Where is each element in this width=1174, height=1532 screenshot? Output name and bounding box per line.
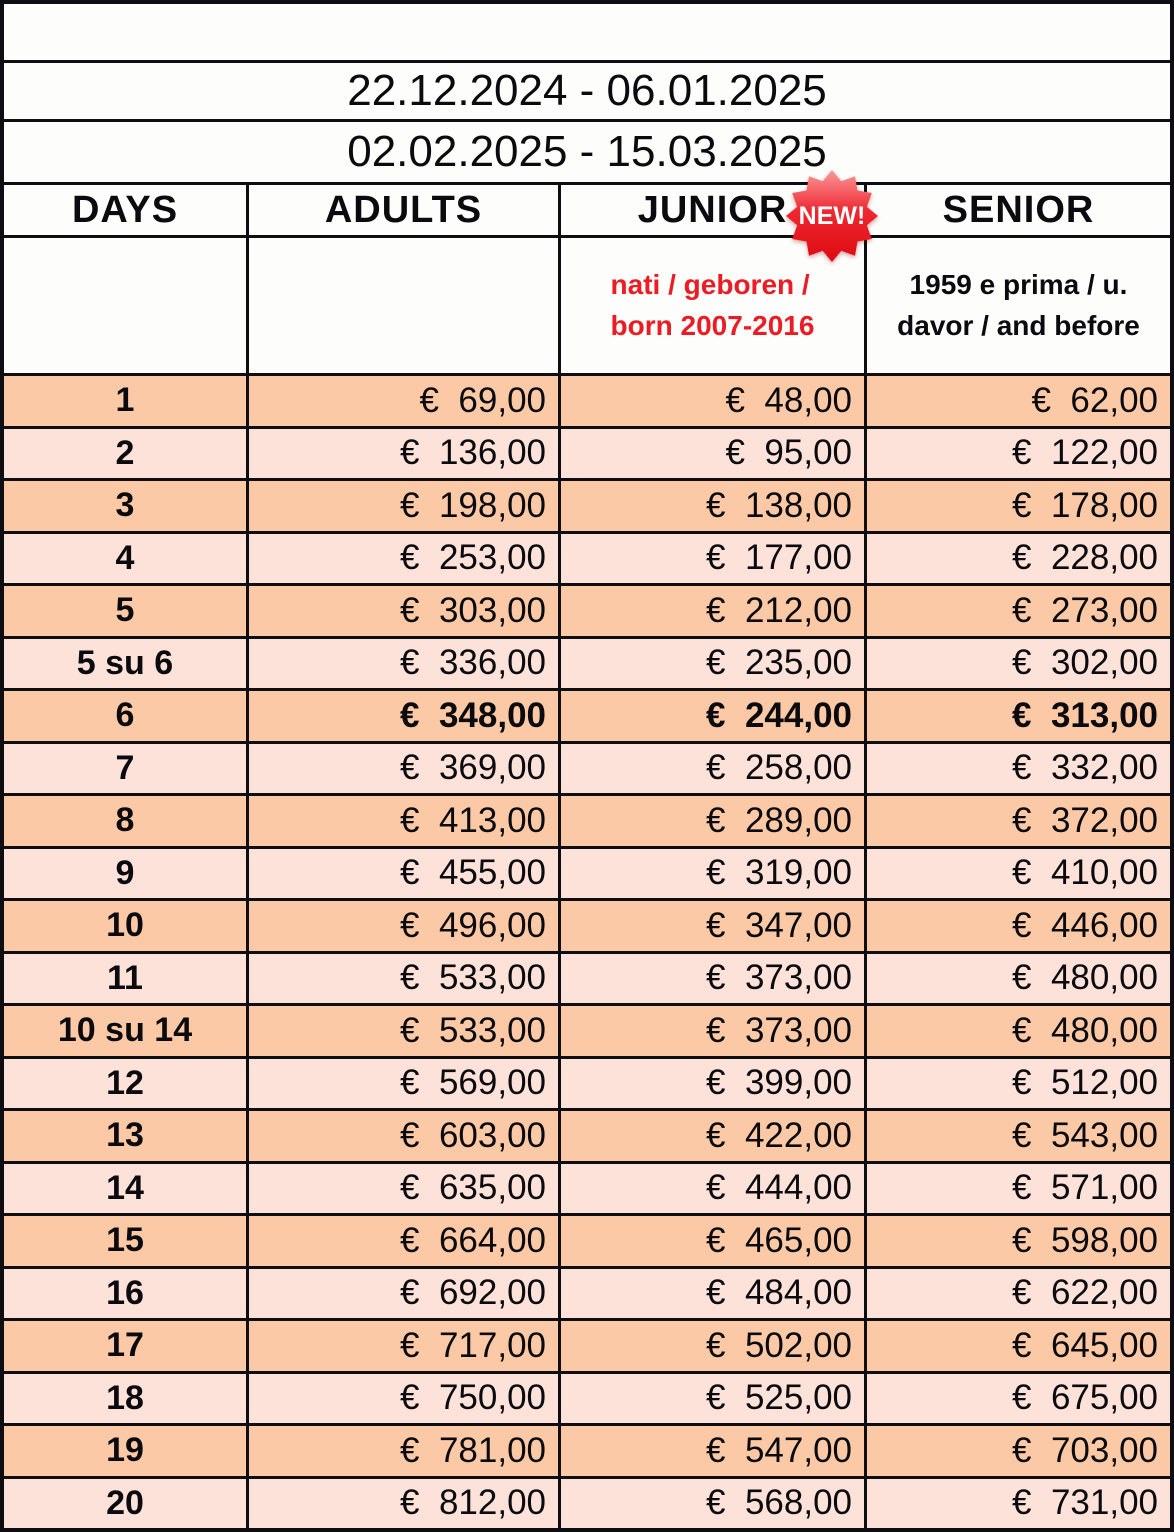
season-period-2: 02.02.2025 - 15.03.2025 [347, 127, 827, 176]
junior-price-cell: € 373,00 [561, 1006, 867, 1056]
adults-price-cell: € 253,00 [249, 534, 561, 584]
table-row [4, 429, 1170, 482]
column-header-adults: ADULTS [249, 185, 561, 235]
table-row [4, 1164, 1170, 1217]
table-row [4, 1479, 1170, 1529]
senior-price-cell: € 178,00 [1012, 485, 1158, 525]
days-cell: 14 [4, 1164, 249, 1214]
table-row [4, 586, 1170, 639]
days-cell: 5 [4, 586, 249, 636]
days-cell: 6 [4, 691, 249, 741]
adults-price-cell: € 635,00 [249, 1164, 561, 1214]
table-row [4, 1269, 1170, 1322]
table-row [4, 1321, 1170, 1374]
senior-price-cell: € 410,00 [1012, 853, 1158, 893]
days-cell: 11 [4, 954, 249, 1004]
subheader-row [4, 238, 1170, 376]
senior-price-cell: € 703,00 [1012, 1430, 1158, 1470]
days-cell: 3 [4, 481, 249, 531]
column-header-senior: SENIOR [942, 188, 1095, 231]
senior-price-cell: € 372,00 [1012, 800, 1158, 840]
days-cell: 12 [4, 1059, 249, 1109]
senior-price-cell: € 480,00 [1012, 958, 1158, 998]
subheader-adults-empty [249, 238, 561, 373]
column-header-days: DAYS [4, 185, 249, 235]
junior-price-cell: € 319,00 [561, 849, 867, 899]
senior-price-cell: € 480,00 [1012, 1010, 1158, 1050]
adults-price-cell: € 664,00 [249, 1216, 561, 1266]
senior-price-cell: € 122,00 [1012, 433, 1158, 473]
column-header-row [4, 185, 1170, 238]
table-row [4, 376, 1170, 429]
junior-price-cell: € 422,00 [561, 1111, 867, 1161]
senior-price-cell: € 622,00 [1012, 1273, 1158, 1313]
adults-price-cell: € 69,00 [249, 376, 561, 426]
adults-price-cell: € 413,00 [249, 796, 561, 846]
senior-price-cell: € 598,00 [1012, 1220, 1158, 1260]
junior-price-cell: € 258,00 [561, 744, 867, 794]
new-badge-label: NEW! [798, 201, 866, 230]
senior-price-cell: € 571,00 [1012, 1168, 1158, 1208]
adults-price-cell: € 717,00 [249, 1321, 561, 1371]
table-row [4, 1111, 1170, 1164]
adults-price-cell: € 812,00 [249, 1479, 561, 1529]
senior-price-cell: € 62,00 [1031, 380, 1158, 420]
adults-price-cell: € 198,00 [249, 481, 561, 531]
adults-price-cell: € 533,00 [249, 954, 561, 1004]
senior-age-note-line2: davor / and before [897, 309, 1140, 341]
junior-age-note-line2: born 2007-2016 [610, 309, 815, 341]
junior-price-cell: € 399,00 [561, 1059, 867, 1109]
junior-price-cell: € 502,00 [561, 1321, 867, 1371]
adults-price-cell: € 369,00 [249, 744, 561, 794]
senior-price-cell: € 675,00 [1012, 1378, 1158, 1418]
junior-price-cell: € 465,00 [561, 1216, 867, 1266]
junior-price-cell: € 347,00 [561, 901, 867, 951]
days-cell: 1 [4, 376, 249, 426]
junior-price-cell: € 373,00 [561, 954, 867, 1004]
junior-price-cell: € 484,00 [561, 1269, 867, 1319]
table-row [4, 796, 1170, 849]
days-cell: 10 [4, 901, 249, 951]
empty-title-row [4, 4, 1170, 63]
junior-price-cell: € 95,00 [561, 429, 867, 479]
senior-price-cell: € 645,00 [1012, 1325, 1158, 1365]
table-row [4, 534, 1170, 587]
adults-price-cell: € 692,00 [249, 1269, 561, 1319]
days-cell: 15 [4, 1216, 249, 1266]
senior-price-cell: € 332,00 [1012, 748, 1158, 788]
senior-price-cell: € 313,00 [1012, 695, 1158, 735]
table-row [4, 1374, 1170, 1427]
season-period-row-2 [4, 122, 1170, 185]
junior-price-cell: € 244,00 [561, 691, 867, 741]
junior-age-note-line1: nati / geboren / [610, 268, 810, 300]
adults-price-cell: € 781,00 [249, 1426, 561, 1476]
days-cell: 7 [4, 744, 249, 794]
senior-age-note-line1: 1959 e prima / u. [909, 268, 1128, 300]
days-cell: 9 [4, 849, 249, 899]
adults-price-cell: € 455,00 [249, 849, 561, 899]
table-row [4, 849, 1170, 902]
days-cell: 18 [4, 1374, 249, 1424]
junior-price-cell: € 547,00 [561, 1426, 867, 1476]
days-cell: 16 [4, 1269, 249, 1319]
days-cell: 19 [4, 1426, 249, 1476]
junior-price-cell: € 568,00 [561, 1479, 867, 1529]
table-row [4, 901, 1170, 954]
junior-price-cell: € 48,00 [561, 376, 867, 426]
subheader-days-empty [4, 238, 249, 373]
adults-price-cell: € 603,00 [249, 1111, 561, 1161]
adults-price-cell: € 569,00 [249, 1059, 561, 1109]
subheader-senior-note [867, 238, 1170, 373]
senior-price-cell: € 446,00 [1012, 905, 1158, 945]
price-rows [4, 376, 1170, 1528]
table-row [4, 639, 1170, 692]
junior-age-note [611, 265, 815, 346]
table-row [4, 1059, 1170, 1112]
adults-price-cell: € 336,00 [249, 639, 561, 689]
days-cell: 8 [4, 796, 249, 846]
table-row [4, 481, 1170, 534]
adults-price-cell: € 303,00 [249, 586, 561, 636]
junior-price-cell: € 212,00 [561, 586, 867, 636]
table-row [4, 1006, 1170, 1059]
senior-price-cell: € 228,00 [1012, 538, 1158, 578]
junior-price-cell: € 235,00 [561, 639, 867, 689]
adults-price-cell: € 136,00 [249, 429, 561, 479]
table-row [4, 744, 1170, 797]
junior-price-cell: € 444,00 [561, 1164, 867, 1214]
senior-price-cell: € 302,00 [1012, 643, 1158, 683]
senior-age-note [897, 265, 1140, 346]
table-row [4, 691, 1170, 744]
table-row [4, 1216, 1170, 1269]
days-cell: 2 [4, 429, 249, 479]
adults-price-cell: € 348,00 [249, 691, 561, 741]
junior-price-cell: € 289,00 [561, 796, 867, 846]
season-period-1: 22.12.2024 - 06.01.2025 [347, 66, 827, 115]
days-cell: 4 [4, 534, 249, 584]
adults-price-cell: € 496,00 [249, 901, 561, 951]
season-period-row-1 [4, 63, 1170, 122]
senior-price-cell: € 731,00 [1012, 1483, 1158, 1523]
days-cell: 5 su 6 [4, 639, 249, 689]
days-cell: 20 [4, 1479, 249, 1529]
junior-price-cell: € 177,00 [561, 534, 867, 584]
days-cell: 13 [4, 1111, 249, 1161]
junior-price-cell: € 525,00 [561, 1374, 867, 1424]
table-row [4, 954, 1170, 1007]
new-badge [784, 168, 880, 264]
column-header-junior: JUNIOR [561, 185, 867, 235]
adults-price-cell: € 533,00 [249, 1006, 561, 1056]
junior-price-cell: € 138,00 [561, 481, 867, 531]
senior-price-cell: € 512,00 [1012, 1063, 1158, 1103]
table-row [4, 1426, 1170, 1479]
senior-price-cell: € 543,00 [1012, 1115, 1158, 1155]
adults-price-cell: € 750,00 [249, 1374, 561, 1424]
days-cell: 17 [4, 1321, 249, 1371]
days-cell: 10 su 14 [4, 1006, 249, 1056]
senior-price-cell: € 273,00 [1012, 590, 1158, 630]
